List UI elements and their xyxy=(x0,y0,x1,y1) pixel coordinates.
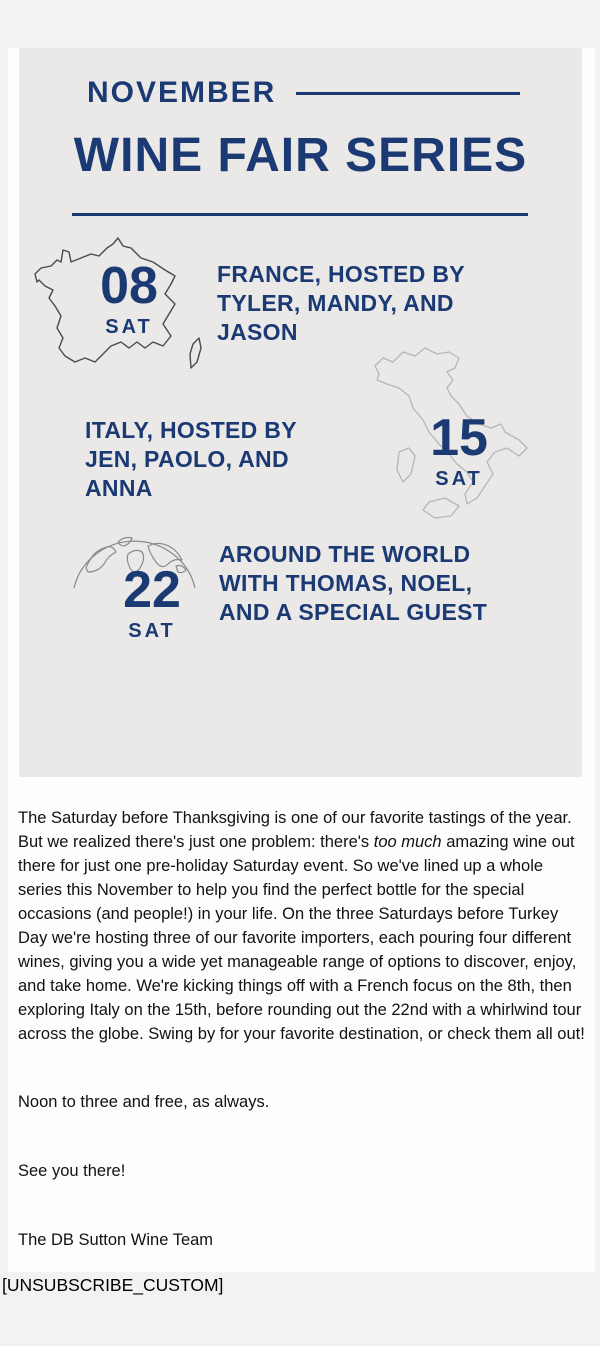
event-day: 22 xyxy=(123,561,181,619)
event-day: 08 xyxy=(100,257,158,315)
email-text-content xyxy=(8,777,595,1252)
event-date-15 xyxy=(404,409,514,491)
event-title-world xyxy=(219,540,539,627)
event-date-08 xyxy=(74,257,184,339)
event-title-line: TYLER, MANDY, AND xyxy=(217,290,454,316)
poster-month-label: NOVEMBER xyxy=(87,76,277,109)
title-divider-line xyxy=(72,213,528,216)
event-weekday: SAT xyxy=(128,620,176,642)
event-weekday: SAT xyxy=(435,468,483,490)
paragraph-text: The Saturday before Thanksgiving is one of our favorite tastings of the year. But we realized there's just one problem: there's xyxy=(18,809,572,851)
month-divider-line xyxy=(296,92,520,95)
wine-fair-poster xyxy=(19,48,582,777)
event-title-line: AROUND THE WORLD xyxy=(219,541,471,567)
intro-paragraph xyxy=(18,806,586,1046)
event-title-line: ANNA xyxy=(85,475,153,501)
poster-month-row xyxy=(87,76,520,110)
event-title-line: WITH THOMAS, NOEL, xyxy=(219,570,473,596)
event-title-line: JEN, PAOLO, AND xyxy=(85,446,289,472)
team-signature: The DB Sutton Wine Team xyxy=(18,1231,214,1249)
poster-title: WINE FAIR SERIES xyxy=(73,129,528,182)
email-body-card xyxy=(8,48,595,1272)
event-title-line: JASON xyxy=(217,319,298,345)
event-title-line: ITALY, HOSTED BY xyxy=(85,417,297,443)
paragraph-italic-text: too much xyxy=(373,833,442,851)
unsubscribe-token: [UNSUBSCRIBE_CUSTOM] xyxy=(2,1275,224,1295)
event-weekday: SAT xyxy=(105,316,153,338)
event-title-line: FRANCE, HOSTED BY xyxy=(217,261,465,287)
paragraph-text: amazing wine out there for just one pre-holiday Saturday event. So we've lined up a whole series this November to help you find the perfect bottle for the special occasions (and people!) in your life. On the three Saturdays before Turkey Day we're hosting three of our favorite importers, each pouring four different wines, giving you a wide yet manageable range of options to discover, enjoy, and take home. We're kicking things off with a French focus on the 8th, then exploring Italy on the 15th, before rounding out the 22nd with a whirlwind tour across the globe. Swing by for your favorite destination, or check them all out! xyxy=(18,833,585,1043)
signoff-line: See you there! xyxy=(18,1162,126,1180)
event-day: 15 xyxy=(430,409,488,467)
event-title-italy xyxy=(85,416,385,503)
event-title-france xyxy=(217,260,527,347)
hours-line: Noon to three and free, as always. xyxy=(18,1093,270,1111)
event-date-22 xyxy=(97,561,207,643)
event-title-line: AND A SPECIAL GUEST xyxy=(219,599,488,625)
